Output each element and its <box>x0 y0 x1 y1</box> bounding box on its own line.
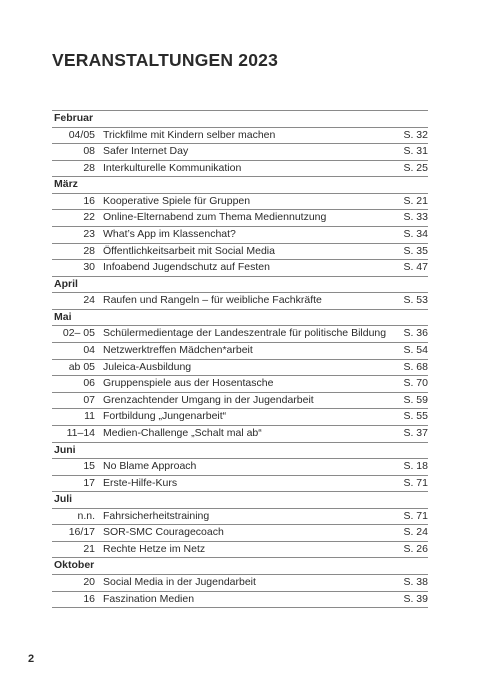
event-page: S. 25 <box>403 161 428 174</box>
event-row[interactable] <box>52 326 428 343</box>
month-heading: Mai <box>52 310 428 327</box>
event-title: Safer Internet Day <box>103 145 189 158</box>
event-title: Kooperative Spiele für Gruppen <box>103 194 251 207</box>
event-row[interactable] <box>52 459 428 476</box>
event-date: 30 <box>83 261 95 274</box>
event-date: 04/05 <box>68 128 95 141</box>
page-number: 2 <box>28 653 35 665</box>
event-row[interactable] <box>52 426 428 443</box>
event-page: S. 35 <box>403 244 428 257</box>
month-entries <box>52 459 428 492</box>
event-date: 02– 05 <box>62 327 95 340</box>
month-heading: Februar <box>52 111 428 128</box>
event-page: S. 38 <box>403 575 428 588</box>
event-row[interactable] <box>52 476 428 493</box>
month-heading: Juni <box>52 443 428 460</box>
event-title: Fortbildung „Jungenarbeit“ <box>103 410 227 423</box>
month-heading: Juli <box>52 492 428 509</box>
event-row[interactable] <box>52 360 428 377</box>
event-date: ab 05 <box>68 360 95 373</box>
event-title: Fahrsicherheitstraining <box>103 509 210 522</box>
event-date: n.n. <box>77 509 95 522</box>
event-page: S. 47 <box>403 261 428 274</box>
event-date: 11–14 <box>66 426 95 439</box>
event-title: Infoabend Jugendschutz auf Festen <box>103 261 270 274</box>
event-title: SOR-SMC Couragecoach <box>103 526 224 539</box>
event-page: S. 36 <box>403 327 428 340</box>
events-table <box>52 110 428 608</box>
event-page: S. 68 <box>403 360 428 373</box>
event-row[interactable] <box>52 161 428 178</box>
event-page: S. 71 <box>403 509 428 522</box>
event-date: 16 <box>83 194 95 207</box>
page-title: VERANSTALTUNGEN 2023 <box>52 50 279 70</box>
event-date: 15 <box>83 460 95 472</box>
event-title: Medien-Challenge „Schalt mal ab“ <box>103 426 262 439</box>
event-title: Netzwerktreffen Mädchen*arbeit <box>103 343 253 356</box>
event-date: 04 <box>83 343 95 356</box>
event-row[interactable] <box>52 409 428 426</box>
event-row[interactable] <box>52 509 428 526</box>
event-page: S. 33 <box>403 211 428 224</box>
event-page: S. 34 <box>403 227 428 240</box>
event-row[interactable] <box>52 260 428 277</box>
event-title: Social Media in der Jugendarbeit <box>103 575 256 588</box>
event-date: 17 <box>83 476 95 489</box>
event-title: Erste-Hilfe-Kurs <box>103 476 178 489</box>
event-date: 24 <box>83 294 95 307</box>
event-title: Juleica-Ausbildung <box>103 360 192 373</box>
event-title: No Blame Approach <box>103 460 197 472</box>
event-row[interactable] <box>52 575 428 592</box>
event-date: 16 <box>83 592 95 605</box>
event-date: 07 <box>83 393 95 406</box>
event-page: S. 31 <box>403 145 428 158</box>
event-page: S. 54 <box>403 343 428 356</box>
event-title: Schülermedientage der Landeszentrale für politische Bildung <box>103 327 387 340</box>
event-date: 28 <box>83 244 95 257</box>
event-row[interactable] <box>52 244 428 261</box>
event-page: S. 37 <box>403 426 428 439</box>
event-row[interactable] <box>52 227 428 244</box>
event-date: 28 <box>83 161 95 174</box>
event-date: 06 <box>83 377 95 390</box>
event-page: S. 26 <box>403 542 428 555</box>
event-date: 21 <box>83 542 95 555</box>
month-entries <box>52 128 428 178</box>
month-entries <box>52 293 428 310</box>
month-entries <box>52 575 428 608</box>
month-heading: Oktober <box>52 558 428 575</box>
month-entries <box>52 509 428 559</box>
event-page: S. 39 <box>403 592 428 605</box>
event-title: Öffentlichkeitsarbeit mit Social Media <box>103 244 275 257</box>
event-date: 11 <box>84 410 95 423</box>
event-title: Interkulturelle Kommunikation <box>103 161 242 174</box>
event-row[interactable] <box>52 376 428 393</box>
event-row[interactable] <box>52 210 428 227</box>
event-row[interactable] <box>52 525 428 542</box>
event-page: S. 59 <box>403 393 428 406</box>
event-title: Rechte Hetze im Netz <box>103 542 206 555</box>
event-title: Grenzachtender Umgang in der Jugendarbeit <box>103 393 314 406</box>
event-row[interactable] <box>52 194 428 211</box>
event-title: Faszination Medien <box>103 592 195 605</box>
event-page: S. 32 <box>403 128 428 141</box>
month-heading: April <box>52 277 428 294</box>
event-page: S. 53 <box>403 294 428 307</box>
event-row[interactable] <box>52 393 428 410</box>
event-title: Online-Elternabend zum Thema Mediennutzung <box>103 211 327 224</box>
event-row[interactable] <box>52 542 428 559</box>
event-date: 22 <box>83 211 95 224</box>
event-date: 08 <box>83 145 95 158</box>
month-entries <box>52 194 428 277</box>
event-row[interactable] <box>52 293 428 310</box>
event-date: 16/17 <box>68 526 95 539</box>
month-entries <box>52 326 428 442</box>
event-title: Raufen und Rangeln – für weibliche Fachkräfte <box>103 294 322 307</box>
month-heading: März <box>52 177 428 194</box>
event-title: Trickfilme mit Kindern selber machen <box>103 128 276 141</box>
event-title: What’s App im Klassenchat? <box>103 227 236 240</box>
event-date: 23 <box>83 227 95 240</box>
event-row[interactable] <box>52 592 428 609</box>
event-row[interactable] <box>52 144 428 161</box>
event-date: 20 <box>83 575 95 588</box>
event-page: S. 71 <box>403 476 428 489</box>
event-page: S. 21 <box>403 194 428 207</box>
event-title: Gruppenspiele aus der Hosentasche <box>103 377 274 390</box>
event-row[interactable] <box>52 343 428 360</box>
event-page: S. 70 <box>403 377 428 390</box>
event-page: S. 24 <box>403 526 428 539</box>
event-page: S. 55 <box>403 410 428 423</box>
event-row[interactable] <box>52 128 428 145</box>
event-page: S. 18 <box>403 460 428 472</box>
